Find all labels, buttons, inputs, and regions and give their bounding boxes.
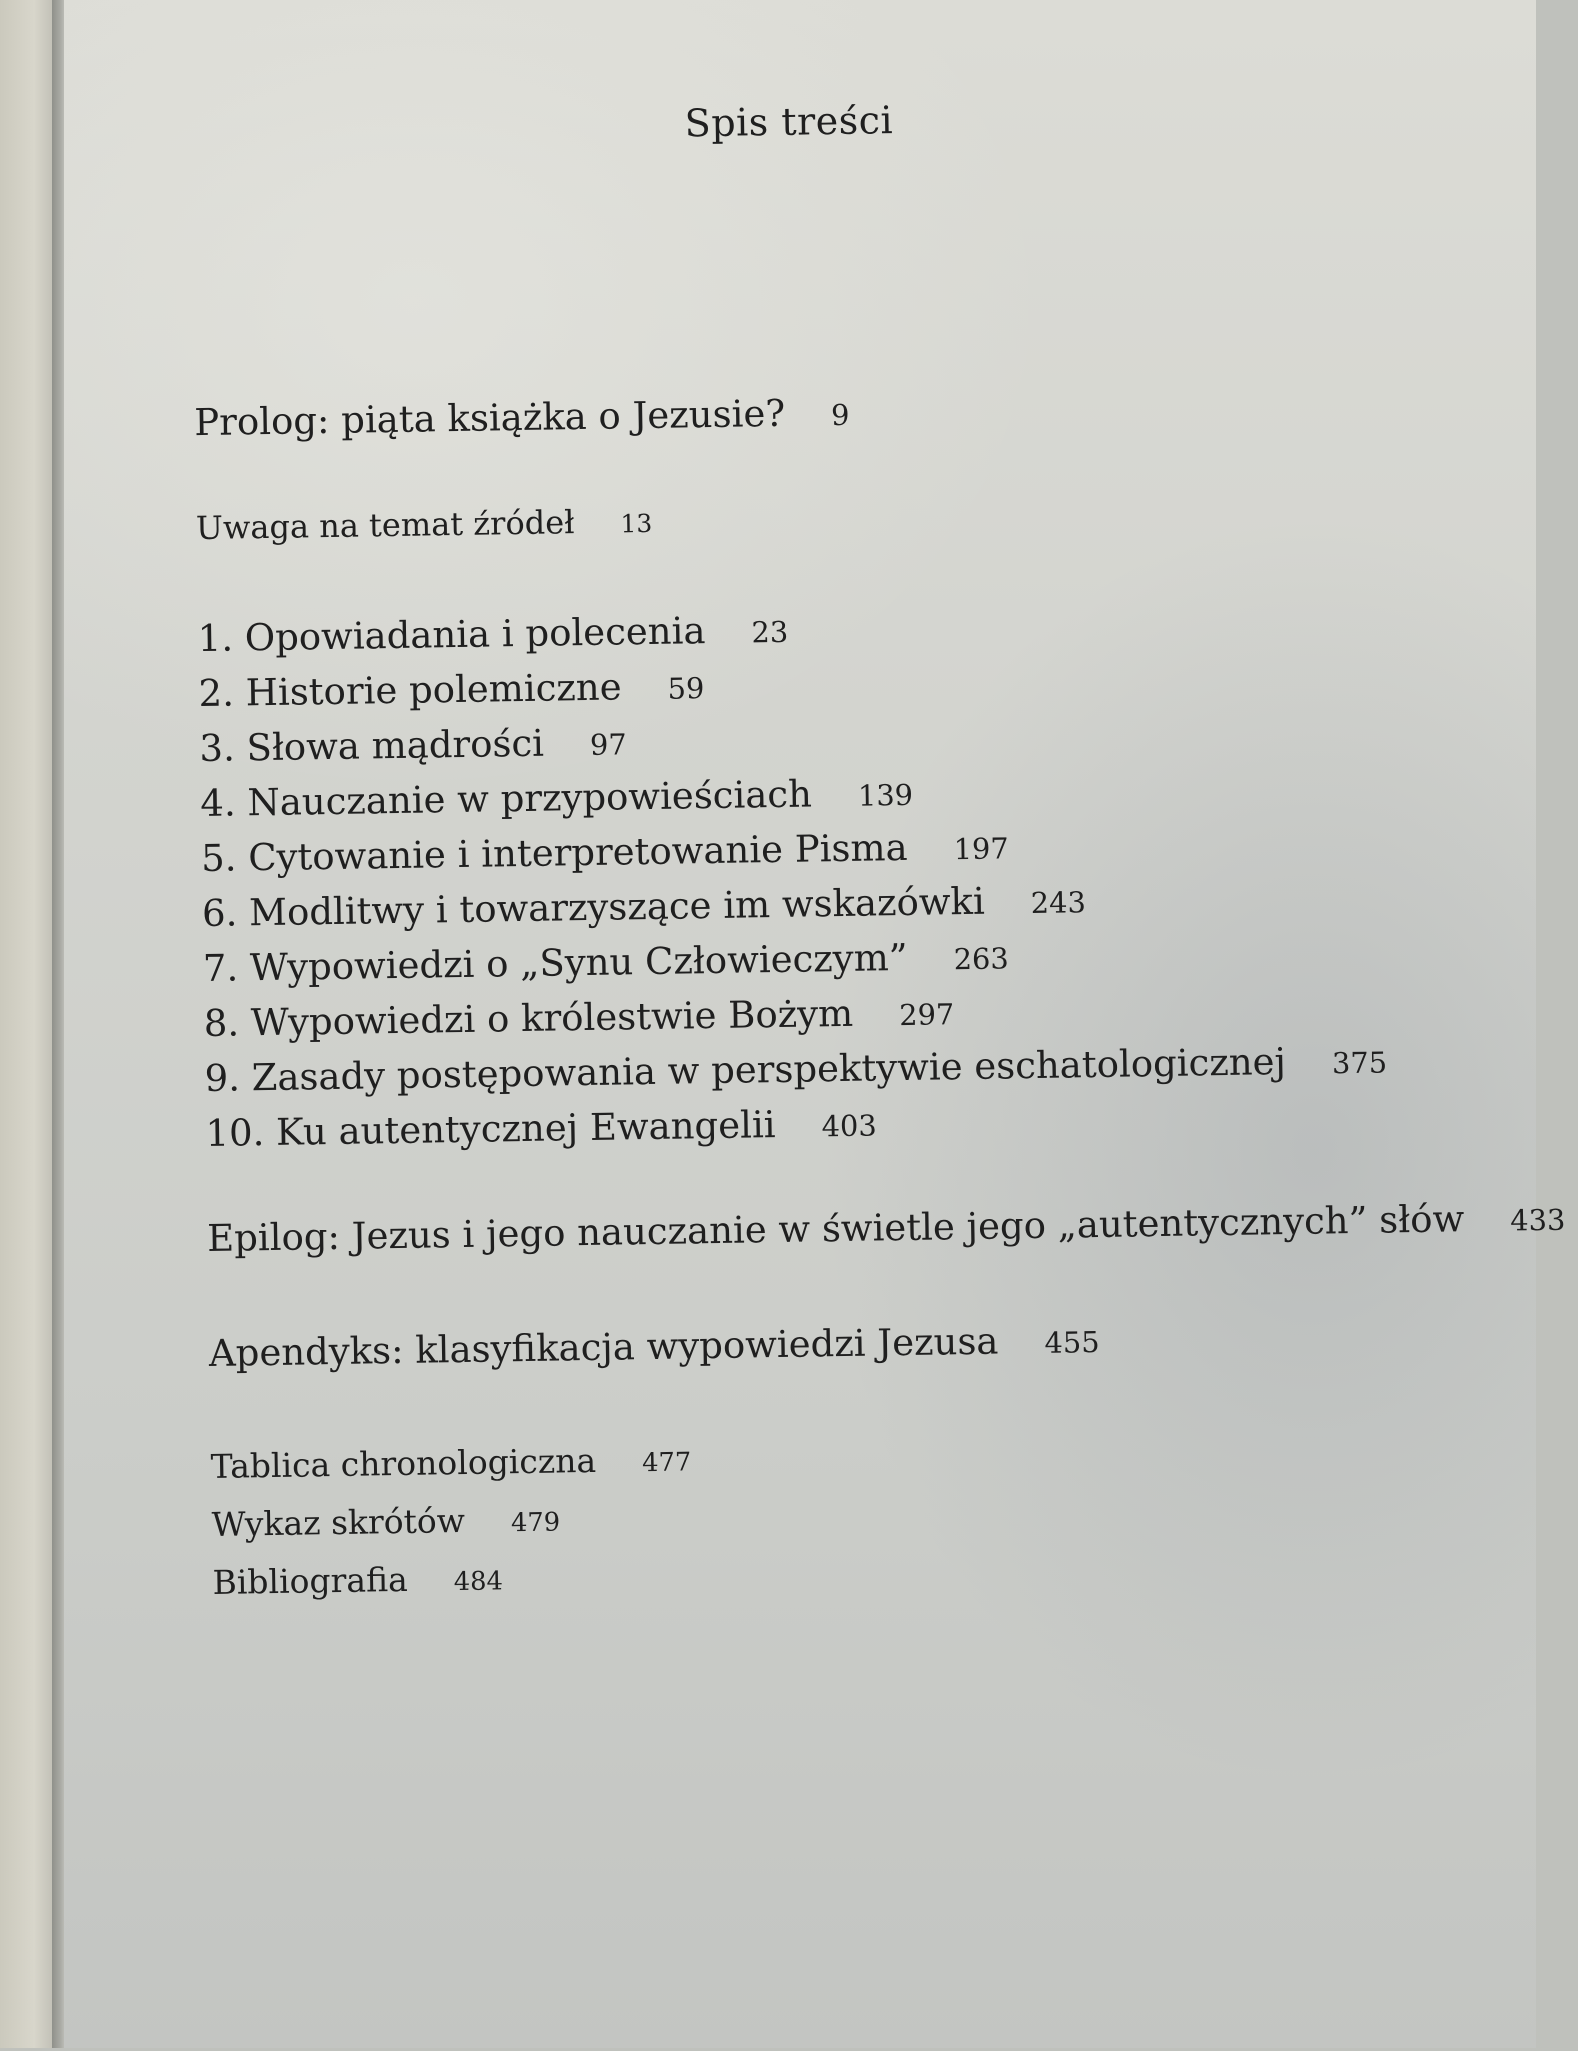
toc-entry-page: 59 <box>667 671 705 706</box>
toc-entry-page: 375 <box>1331 1045 1388 1081</box>
toc-entry-label: 3. Słowa mądrości <box>199 721 545 771</box>
toc-entry-label: 7. Wypowiedzi o „Synu Człowieczym” <box>202 935 908 991</box>
toc-entry-page: 197 <box>953 831 1010 867</box>
toc-entry-label: Tablica chronologiczna <box>210 1440 597 1486</box>
page-title: Spis treści <box>684 98 894 146</box>
toc-entry-page: 455 <box>1044 1324 1100 1360</box>
toc-entry-page: 477 <box>641 1447 692 1479</box>
toc-entry-appendix <box>209 1318 1100 1375</box>
toc-entry-page: 403 <box>821 1108 877 1144</box>
toc-entry-chapter-1 <box>197 608 788 660</box>
toc-entry-page: 433 <box>1509 1202 1566 1238</box>
toc-entry-label: 4. Nauczanie w przypowieściach <box>199 772 813 826</box>
toc-entry-page: 97 <box>589 727 627 762</box>
toc-entry-page: 243 <box>1030 885 1087 921</box>
toc-entry-label: Apendyks: klasyfikacja wypowiedzi Jezusa <box>208 1319 999 1375</box>
toc-entry-chapter-5 <box>201 824 1009 880</box>
toc-entry-page: 13 <box>620 508 653 539</box>
toc-entry-label: Prolog: piąta książka o Jezusie? <box>194 391 786 445</box>
table-of-contents <box>58 0 1566 2051</box>
toc-entry-chapter-3 <box>199 720 627 770</box>
toc-entry-chapter-7 <box>203 934 1009 990</box>
toc-entry-chapter-9 <box>204 1038 1387 1100</box>
toc-entry-chapter-8 <box>203 990 954 1045</box>
toc-entry-page: 297 <box>898 997 955 1033</box>
toc-entry-abbreviations <box>211 1499 560 1543</box>
toc-entry-label: Epilog: Jezus i jego nauczanie w świetle jego „autentycznych” słów <box>206 1197 1465 1260</box>
toc-entry-page: 479 <box>510 1507 561 1539</box>
toc-entry-label: 5. Cytowanie i interpretowanie Pisma <box>200 825 908 881</box>
toc-entry-label: 6. Modlitwy i towarzyszące im wskazówki <box>201 879 986 936</box>
toc-entry-page: 23 <box>751 614 789 650</box>
book-page <box>64 0 1566 2048</box>
toc-entry-epilog <box>207 1196 1566 1260</box>
toc-entry-chapter-6 <box>202 878 1086 935</box>
toc-entry-page: 484 <box>453 1566 504 1598</box>
toc-entry-page: 139 <box>857 777 914 813</box>
toc-entry-label: 2. Historie polemiczne <box>198 665 622 716</box>
toc-entry-prolog <box>194 391 850 444</box>
toc-entry-label: 8. Wypowiedzi o królestwie Bożym <box>203 991 854 1046</box>
toc-entry-chapter-10 <box>205 1101 877 1155</box>
toc-entry-label: 1. Opowiadania i polecenia <box>197 609 706 661</box>
toc-entry-page: 263 <box>953 941 1010 977</box>
toc-entry-label: Wykaz skrótów <box>211 1500 466 1544</box>
toc-entry-label: Uwaga na temat źródeł <box>195 503 575 548</box>
toc-entry-chapter-2 <box>198 664 704 715</box>
toc-entry-label: 10. Ku autentycznej Ewangelii <box>205 1103 776 1156</box>
toc-entry-sources-note <box>196 502 653 547</box>
toc-entry-chapter-4 <box>200 771 913 825</box>
toc-entry-page: 9 <box>830 397 850 433</box>
toc-entry-bibliography <box>212 1558 503 1602</box>
toc-entry-chronology <box>210 1439 691 1486</box>
toc-entry-label: 9. Zasady postępowania w perspektywie eschatologicznej <box>204 1040 1287 1101</box>
toc-entry-label: Bibliografia <box>212 1559 409 1602</box>
